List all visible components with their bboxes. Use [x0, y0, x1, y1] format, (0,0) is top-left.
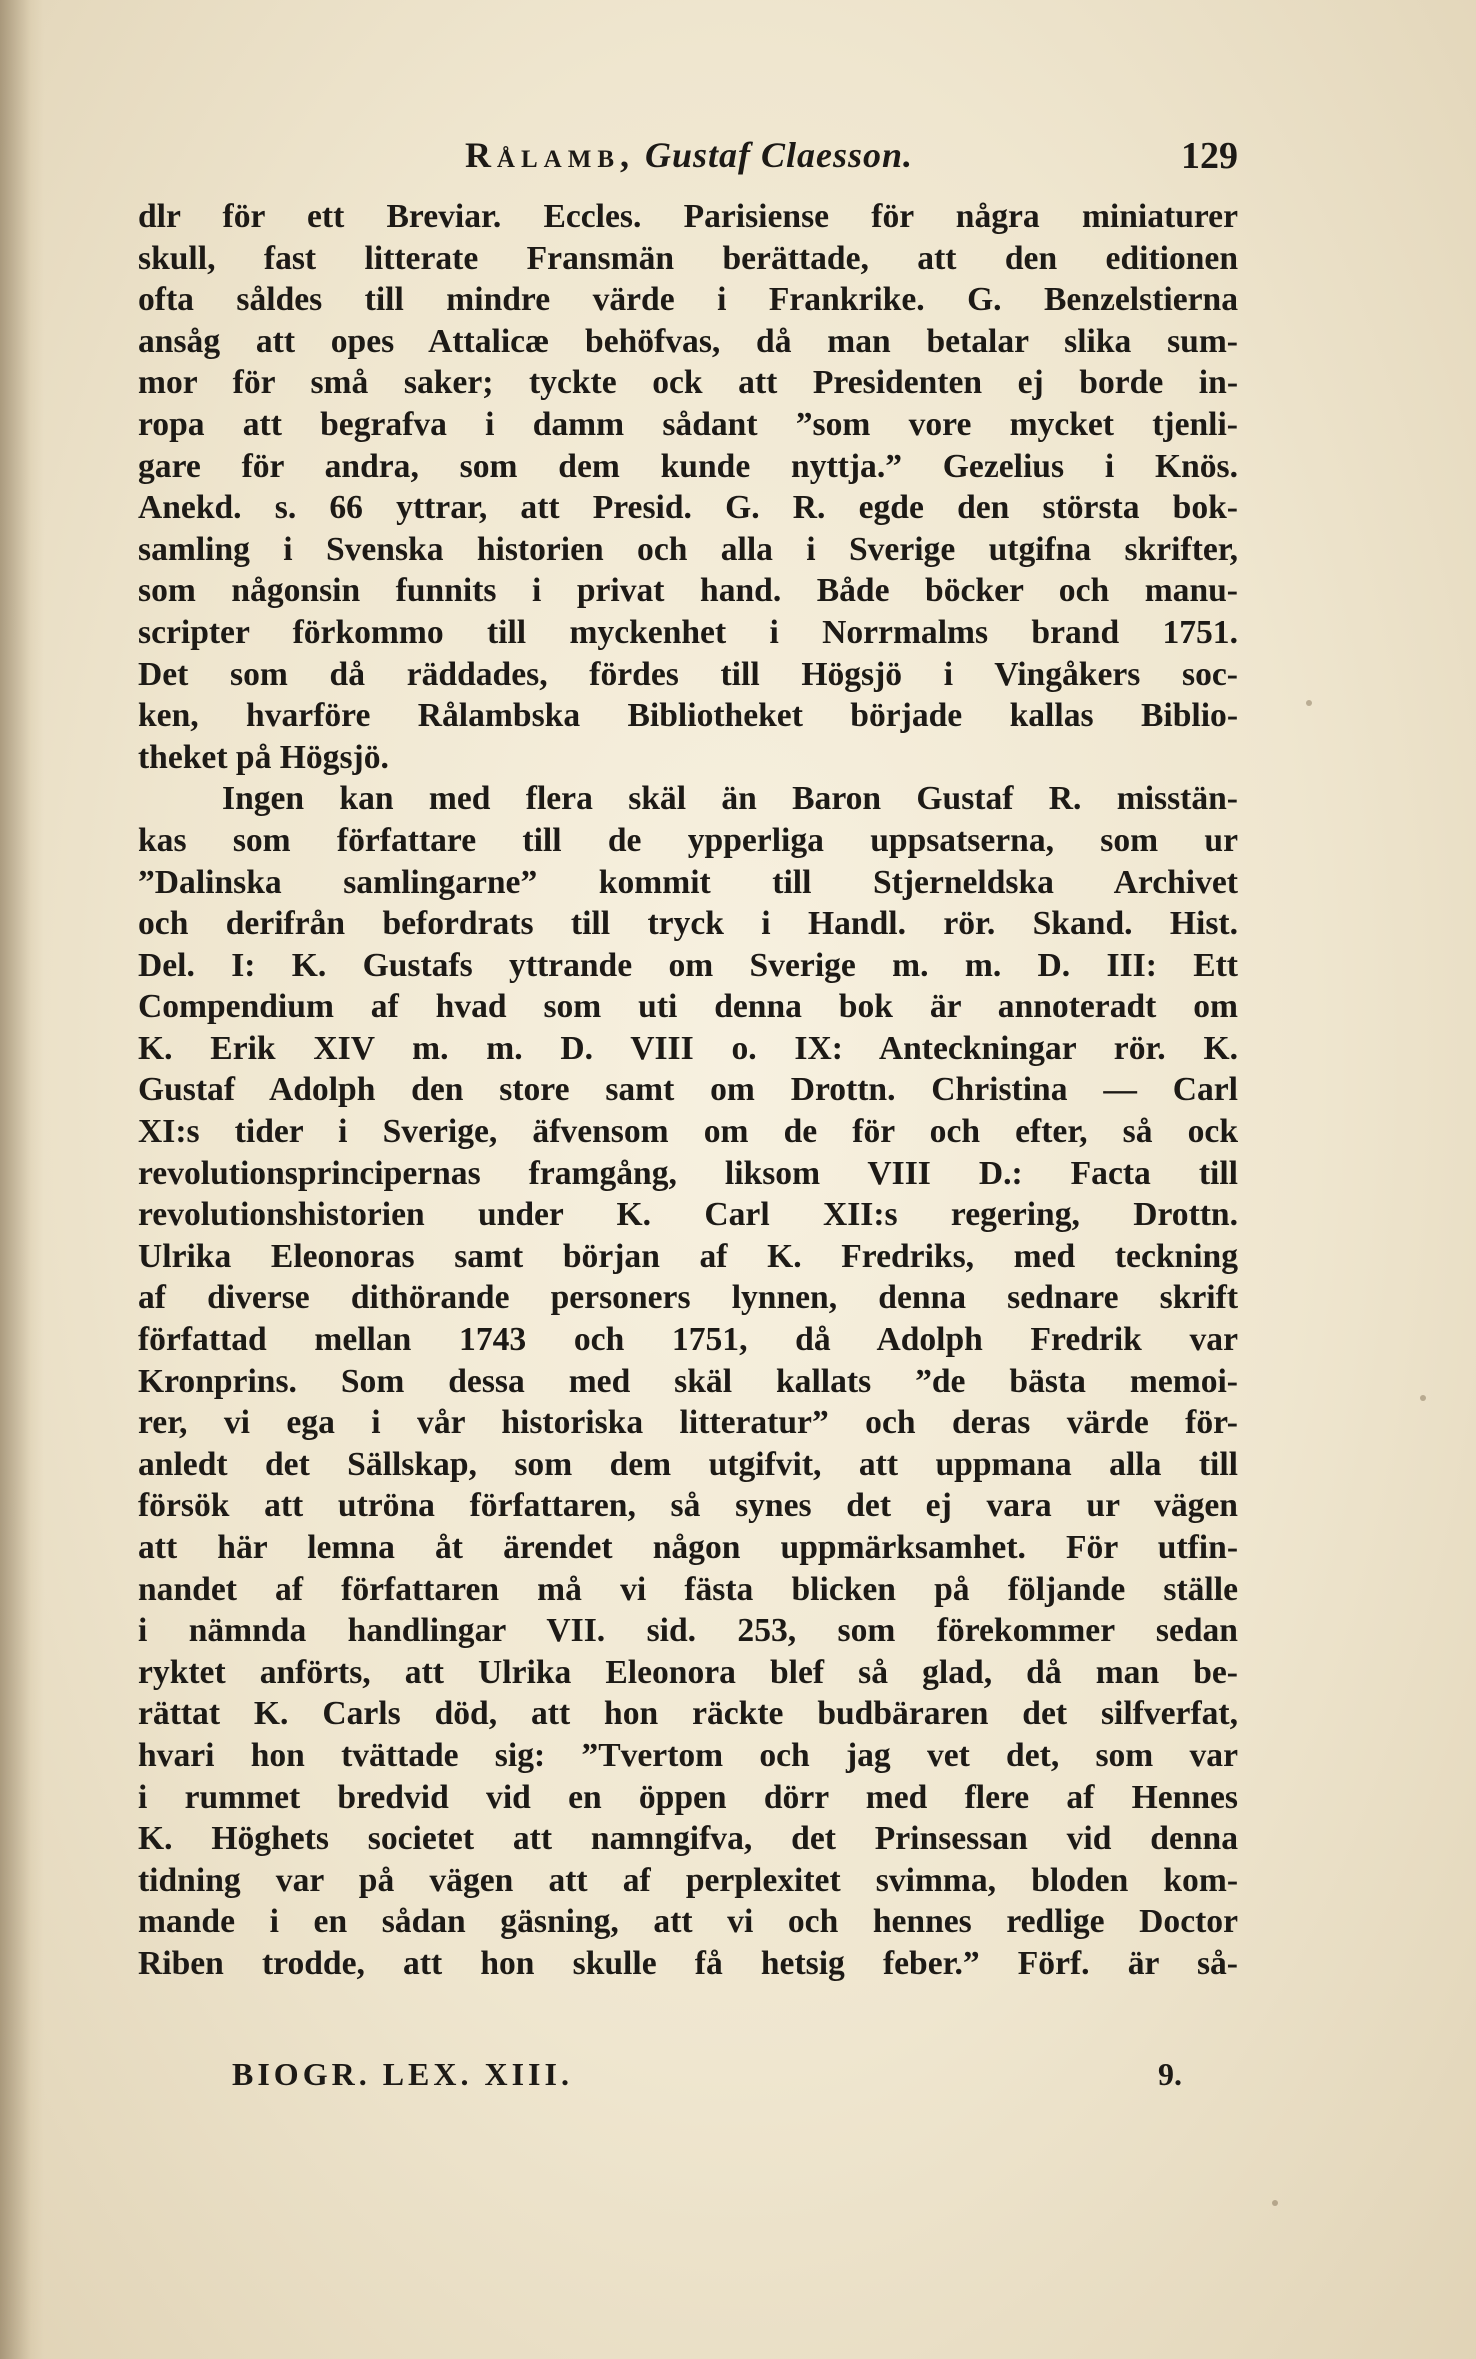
text-line: K. Erik XIV m. m. D. VIII o. IX: Anteckningar rör. K.	[138, 1029, 1238, 1067]
text-line: Compendium af hvad som uti denna bok är annoteradt om	[138, 988, 1238, 1026]
text-line: ropa att begrafva i damm sådant ”som vore mycket tjenli-	[138, 405, 1238, 443]
text-line: af diverse dithörande personers lynnen, denna sednare skrift	[138, 1279, 1238, 1317]
text-line: gare för andra, som dem kunde nyttja.” Gezelius i Knös.	[138, 447, 1238, 485]
text-line: Ulrika Eleonoras samt början af K. Fredriks, med teckning	[138, 1237, 1238, 1275]
text-line: XI:s tider i Sverige, äfvensom om de för och efter, så ock	[138, 1113, 1238, 1151]
text-line: rättat K. Carls död, att hon räckte budbäraren det silfverfat,	[138, 1695, 1238, 1733]
text-line: mor för små saker; tyckte ock att Presidenten ej borde in-	[138, 364, 1238, 402]
text-line: Anekd. s. 66 yttrar, att Presid. G. R. egde den största bok-	[138, 489, 1238, 527]
text-line: hvari hon tvättade sig: ”Tvertom och jag vet det, som var	[138, 1736, 1238, 1774]
text-line: anledt det Sällskap, som dem utgifvit, att uppmana alla till	[138, 1445, 1238, 1483]
text-line: nandet af författaren må vi fästa blicken på följande ställe	[138, 1570, 1238, 1608]
text-line: Del. I: K. Gustafs yttrande om Sverige m. m. D. III: Ett	[138, 946, 1238, 984]
text-line: revolutionshistorien under K. Carl XII:s regering, Drottn.	[138, 1196, 1238, 1234]
page-number: 129	[1181, 135, 1238, 177]
text-line: i rummet bredvid vid en öppen dörr med flere af Hennes	[138, 1778, 1238, 1816]
text-line: tidning var på vägen att af perplexitet svimma, bloden kom-	[138, 1861, 1238, 1899]
text-line: Gustaf Adolph den store samt om Drottn. Christina — Carl	[138, 1071, 1238, 1109]
text-line: dlr för ett Breviar. Eccles. Parisiense för några miniaturer	[138, 198, 1238, 235]
text-line: och derifrån befordrats till tryck i Handl. rör. Skand. Hist.	[138, 905, 1238, 943]
running-head	[140, 134, 1238, 184]
text-line: som någonsin funnits i privat hand. Både böcker och manu-	[138, 572, 1238, 610]
text-line: att här lemna åt ärendet någon uppmärksamhet. För utfin-	[138, 1529, 1238, 1566]
text-line: kas som författare till de ypperliga uppsatserna, som ur	[138, 821, 1238, 859]
text-line: Ingen kan med flera skäl än Baron Gustaf R. misstän-	[222, 780, 1238, 818]
running-head-given-names: Gustaf Claesson.	[645, 135, 914, 175]
text-line: skull, fast litterate Fransmän berättade, att den editionen	[138, 239, 1238, 277]
text-line: K. Höghets societet att namngifva, det Prinsessan vid denna	[138, 1820, 1238, 1858]
paper-speck	[1272, 2200, 1278, 2206]
signature-line	[232, 2056, 1182, 2102]
text-line: revolutionsprincipernas framgång, liksom VIII D.: Facta till	[138, 1154, 1238, 1192]
body-text	[138, 196, 1238, 1985]
text-line: ”Dalinska samlingarne” kommit till Stjerneldska Archivet	[138, 863, 1238, 901]
running-head-surname: Rålamb,	[464, 135, 635, 175]
text-line: rer, vi ega i vår historiska litteratur” och deras värde för-	[138, 1404, 1238, 1442]
text-line: ryktet anförts, att Ulrika Eleonora blef så glad, då man be-	[138, 1653, 1238, 1691]
text-line: Kronprins. Som dessa med skäl kallats ”de bästa memoi-	[138, 1362, 1238, 1400]
text-line: Det som då räddades, fördes till Högsjö i Vingåkers soc-	[138, 655, 1238, 693]
text-line: försök att utröna författaren, så synes det ej vara ur vägen	[138, 1487, 1238, 1525]
paper-speck	[1420, 1395, 1426, 1401]
binding-gutter	[0, 0, 44, 2359]
text-line: scripter förkommo till myckenhet i Norrmalms brand 1751.	[138, 613, 1238, 651]
running-head-title	[140, 134, 1238, 176]
signature-mark: BIOGR. LEX. XIII.	[232, 2056, 573, 2092]
text-line: mande i en sådan gäsning, att vi och hennes redlige Doctor	[138, 1903, 1238, 1941]
text-line: ansåg att opes Attalicæ behöfvas, då man betalar slika sum-	[138, 322, 1238, 360]
text-line: ken, hvarföre Rålambska Bibliotheket började kallas Biblio-	[138, 697, 1238, 735]
text-line: samling i Svenska historien och alla i Sverige utgifna skrifter,	[138, 530, 1238, 568]
text-line: Riben trodde, att hon skulle få hetsig feber.” Förf. är så-	[138, 1944, 1238, 1982]
text-line: ofta såldes till mindre värde i Frankrike. G. Benzelstierna	[138, 281, 1238, 319]
paper-speck	[1306, 700, 1312, 706]
text-line: författad mellan 1743 och 1751, då Adolph Fredrik var	[138, 1321, 1238, 1359]
text-line: theket på Högsjö.	[138, 738, 389, 776]
signature-number: 9.	[1158, 2056, 1182, 2092]
text-line: i nämnda handlingar VII. sid. 253, som förekommer sedan	[138, 1612, 1238, 1650]
